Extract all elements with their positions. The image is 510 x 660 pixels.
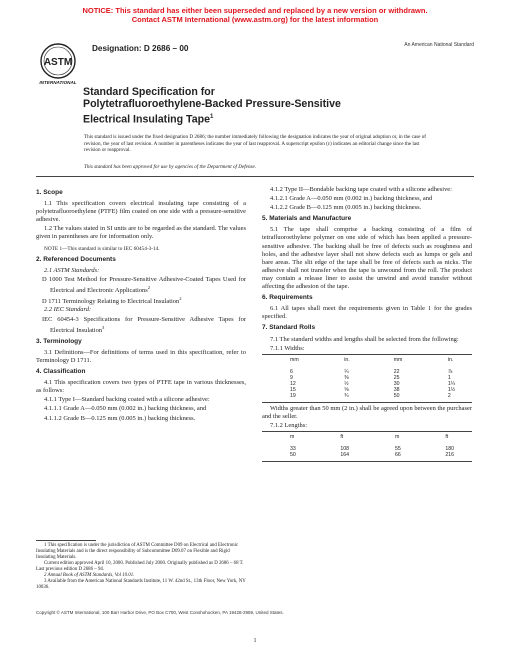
table-header: m [394,433,400,440]
widths-table [262,357,472,399]
table-cell: 6 [290,368,293,375]
org-label: An American National Standard [404,42,474,48]
table-cell: ⅝ [344,386,349,393]
table-cell: 1¼ [447,380,456,387]
table-cell: ¾ [344,392,349,399]
section-heading: 7. Standard Rolls [262,324,316,332]
footnote: Current edition approved April 10, 2000. Published July 2000. Originally published as D 2686 – 68 T. Last previous edition D 2686 – 94. [36,561,244,572]
table-cell: 50 [393,392,400,399]
table-header: in. [447,356,454,363]
notice-line-2: Contact ASTM International (www.astm.org) for the latest information [131,15,379,24]
table-cell: 50 [290,451,296,458]
table-header: mm [393,356,403,363]
logo-text: ASTM [43,57,73,68]
reference-item: D 1000 Test Method for Pressure-Sensitive Adhesive-Coated Tapes Used for Electrical and Electronic Applications$^2$ [42,275,246,295]
notice-line-1: NOTICE: This standard has either been superseded and replaced by a new version or withdrawn. [82,6,428,15]
footnotes [36,540,246,591]
table-cell: ⅜ [344,374,349,381]
paragraph: 3.1 Definitions—For definitions of terms used in this specification, refer to Terminology D 1711. [36,348,246,365]
paragraph: 6.1 All tapes shall meet the requirements given in Table 1 for the grades specified. [262,305,472,321]
widths-table-frame [262,354,472,403]
table-cell: 9 [290,374,293,381]
section-heading: 1. Scope [36,189,63,196]
table-header: ft [445,433,449,440]
reference-item: D 1711 Terminology Relating to Electrical Insulation$^2$ [42,296,182,306]
withdrawal-notice [0,6,510,24]
table-header-row [262,357,472,369]
table-cell: ½ [344,380,349,387]
table-cell: ¼ [344,368,349,375]
paragraph: 4.1 This specification covers two types of PTFE tape in various thicknesses, as follows: [36,379,246,395]
astm-logo [35,40,81,86]
designation: Designation: D 2686 – 00 [92,44,189,53]
paragraph: 1.2 The values stated in SI units are to be regarded as the standard. The values given in parentheses are for information only. [36,225,246,241]
title-line-1: Standard Specification for [83,86,215,98]
header-divider [36,176,474,177]
section-heading: 4. Classification [36,368,86,376]
table-cell: 25 [393,374,400,381]
table-cell: 1 [447,374,451,381]
left-column [36,186,246,424]
paragraph: 4.1.2.2 Grade B—0.125 mm (0.005 in.) backing thickness. [270,204,422,212]
table-header: in. [344,356,350,363]
paragraph: Widths greater than 50 mm (2 in.) shall be agreed upon between the purchaser and the seller. [262,404,472,420]
reference-item: IEC 60454-3 Specifications for Pressure-Sensitive Adhesive Tapes for Electrical Insulation$^3$ [42,315,246,334]
title-line-2: Polytetrafluoroethylene-Backed Pressure-Sensitive [83,98,341,111]
table-header: m [290,433,295,440]
paragraph: 2.1 ASTM Standards: [44,266,100,274]
paragraph: 4.1.1.1 Grade A—0.050 mm (0.002 in.) backing thickness, and [44,405,207,413]
footnote-divider [36,540,96,541]
page-number: 1 [253,638,257,644]
table-cell: 19 [290,392,296,399]
table-cell: 15 [290,386,296,393]
paragraph: 1.1 This specification covers electrical insulating tape consisting of a polytetrafluoroethylene (PTFE) film coated on one side with a pressure-sensitive adhesive. [36,200,246,224]
lengths-table-frame [262,431,472,462]
paragraph: 4.1.1 Type I—Standard backing coated with a silicone adhesive: [44,396,210,404]
table-row [262,452,472,458]
section-heading: 3. Terminology [36,337,82,345]
paragraph: 7.1 The standard widths and lengths shall be selected from the following: [270,335,459,343]
approval-statement: This standard has been approved for use by agencies of the Department of Defense. [84,164,257,170]
paragraph: 5.1 The tape shall comprise a backing consisting of a film of tetrafluoroethylene polymer on one side of which has been applied a pressure-sensitive adhesive. The backing shall be free of defects such as roughness and holes, and the adhesive layer shall not show defects such as lumps or gels and bare areas. The slit edge of the tape shall be free of defects such as nicks. The adhesive shall not transfer when the tape is unwound from the roll. The product may contain a release liner to assist the unwind and avoid transfer without affecting the adhesion of the tape. [262,226,472,291]
logo-subtext: INTERNATIONAL [39,80,77,85]
footnote: 3 Available from the American National Standards Institute, 11 W. 42nd St., 13th Floor, New York, NY 10036. [36,579,246,590]
note: NOTE 1—This standard is similar to IEC 60454-3-14. [44,245,160,252]
section-heading: 5. Materials and Manufacture [262,215,352,223]
table-cell: 12 [290,380,296,387]
lengths-table [262,434,472,458]
copyright-footer: Copyright © ASTM International, 100 Barr Harbor Drive, PO Box C700, West Conshohocken, PA 19428-2959, United States. [36,610,284,615]
paragraph: 7.1.1 Widths: [270,344,305,352]
table-cell: 216 [445,451,454,458]
table-cell: 33 [290,445,296,452]
table-header: mm [290,356,299,363]
table-header: ft [340,433,344,440]
table-cell: 30 [393,380,400,387]
table-cell: ⅞ [447,368,453,375]
section-heading: 6. Requirements [262,294,313,302]
page-title [83,86,341,126]
table-cell: 38 [393,386,400,393]
paragraph: 7.1.2 Lengths: [270,421,308,429]
table-cell: 164 [340,451,349,458]
paragraph: 2.2 IEC Standard: [44,306,92,314]
title-line-3: Electrical Insulating Tape [83,113,210,126]
table-cell: 22 [393,368,400,375]
table-cell: 1½ [447,386,456,393]
footnote: 2 Annual Book of ASTM Standards, Vol 10.01. [44,573,135,578]
table-row [262,393,472,399]
right-column [262,186,472,462]
title-footnote-ref: 1 [209,113,214,120]
issuance-statement: This standard is issued under the fixed designation D 2686; the number immediately following the designation indicates the year of original adoption or, in the case of revision, the year of last revision. A number in parentheses indicates the year of last reapproval. A superscript epsilon (ε) indicates an editorial change since the last revision or reapproval. [84,134,426,154]
section-heading: 2. Referenced Documents [36,255,116,263]
paragraph: 4.1.1.2 Grade B—0.125 mm (0.005 in.) backing thickness. [44,414,196,422]
table-cell: 55 [394,445,401,452]
footnote: 1 This specification is under the jurisdiction of ASTM Committee D09 on Electrical and Electronic Insulating Materials and is the direct responsibility of Subcommittee D09.07 on Flexible and Rigid Insulating Materials. [36,543,239,560]
table-cell: 108 [340,445,349,452]
table-cell: 2 [447,392,451,399]
paragraph: 4.1.2 Type II—Bondable backing tape coated with a silicone adhesive: [270,186,452,193]
paragraph: 4.1.2.1 Grade A—0.050 mm (0.002 in.) backing thickness, and [270,195,433,203]
table-cell: 66 [394,451,401,458]
table-header-row [262,434,472,446]
table-cell: 180 [445,445,454,452]
